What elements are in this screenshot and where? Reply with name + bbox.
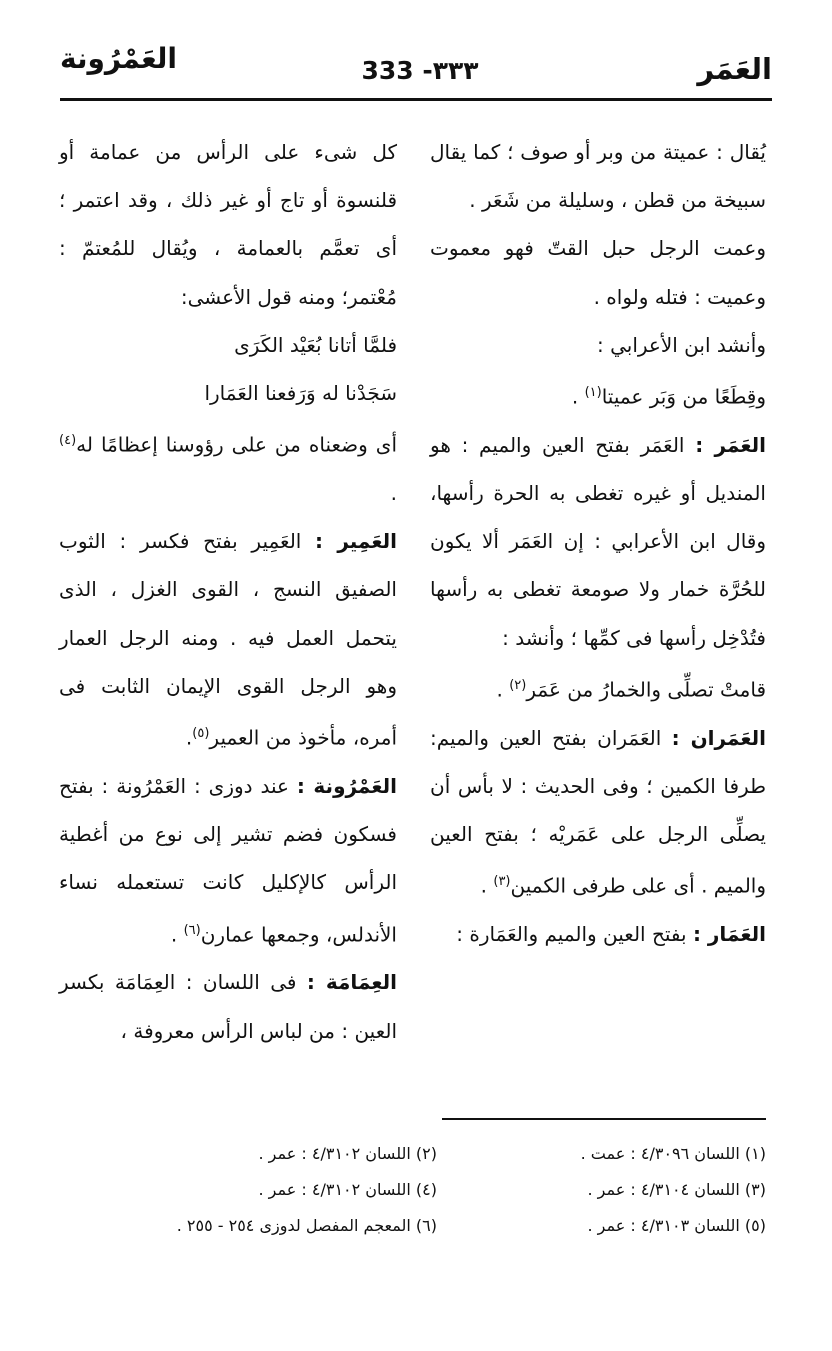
paragraph-text: سَجَدْنا له وَرَفعنا العَمَارا [204, 381, 397, 406]
header-rule [60, 98, 772, 101]
paragraph-text: العَمَر بفتح العين والميم : هو المنديل أو غيره تغطى به الحرة رأسها، وقال ابن الأعرابي : إن العَمَر ألا يكون للحُرَّة خمار ولا صومعة تغطى به رأسها فتُدْخِل رأسها فى كمِّها ؛ وأنشد : [430, 432, 766, 650]
punctuation: . [390, 481, 397, 506]
text-paragraph [430, 128, 766, 224]
verse-line [430, 369, 766, 421]
footnote: (٢) اللسان ٤/٣١٠٢ : عمر . [258, 1144, 437, 1163]
paragraph-text: عند دوزى : العَمْرُونة : بفتح فسكون فضم تشير إلى نوع من أغطية الرأس كالإكليل كانت تستعمله نساء الأندلس، وجمعها عمارن [59, 773, 397, 947]
entry-paragraph [59, 958, 397, 1054]
entry-paragraph [430, 421, 766, 662]
paragraph-text: وقِطَعًا من وَبَر عميتا [601, 384, 766, 409]
footnote: (٣) اللسان ٤/٣١٠٤ : عمر . [587, 1180, 766, 1199]
punctuation: . [170, 922, 184, 947]
paragraph-text: العَمِير بفتح فكسر : الثوب الصفيق النسج ، القوى الغزل ، الذى يتحمل العمل فيه . ومنه الرجل العمار وهو الرجل القوى الإيمان الثابت فى أمره، مأخوذ من العمير [59, 529, 397, 750]
running-head-right: العَمَر [697, 52, 772, 86]
paragraph-text: أى وضعناه من على رؤوسنا إعظامًا له [76, 432, 397, 457]
paragraph-text: وأنشد ابن الأعرابي : [596, 332, 766, 357]
footnote-ref: (٦) [183, 922, 201, 938]
headword: العَمَران : [671, 725, 767, 750]
footnotes-left [97, 1136, 437, 1244]
right-column [430, 128, 766, 958]
text-paragraph [59, 128, 397, 321]
footnote-ref: (٥) [192, 726, 210, 742]
entry-paragraph [59, 762, 397, 958]
punctuation: . [496, 677, 510, 702]
running-head-left: العَمْرُونة [60, 42, 178, 75]
headword: العَمَار : [692, 922, 766, 947]
paragraph-text: بفتح العين والميم والعَمَارة : [456, 922, 693, 947]
headword: العَمْرُونة : [296, 773, 397, 798]
footnote-ref: (٤) [59, 433, 77, 449]
footnote: (٥) اللسان ٤/٣١٠٣ : عمر . [587, 1216, 766, 1235]
text-paragraph [430, 224, 766, 320]
footnote: (١) اللسان ٤/٣٠٩٦ : عمت . [580, 1144, 766, 1163]
footnote-ref: (٢) [509, 677, 527, 693]
headword: العَمِير : [315, 529, 397, 554]
paragraph-text: وعمت الرجل حبل القتّ فهو معموت وعميت : فتله ولواه . [430, 236, 766, 309]
entry-paragraph [430, 910, 766, 958]
entry-paragraph [430, 714, 766, 910]
entry-paragraph [59, 517, 397, 762]
paragraph-text: كل شىء على الرأس من عمامة أو قلنسوة أو تاج أو غير ذلك ، وقد اعتمر ؛ أى تعمَّم بالعمامة ، ويُقال للمُعتمّ : مُعْتمر؛ ومنه قول الأعشى: [59, 140, 397, 309]
verse-line [59, 321, 397, 369]
punctuation: . [480, 874, 494, 899]
text-paragraph [430, 321, 766, 369]
footnote-rule [442, 1118, 766, 1120]
headword: العِمَامَة : [306, 970, 398, 995]
punctuation: . [185, 725, 193, 750]
text-paragraph [59, 417, 397, 517]
headword: العَمَر : [695, 432, 767, 457]
paragraph-text: العَمَران بفتح العين والميم: طرفا الكمين ؛ وفى الحديث : لا بأس أن يصلِّى الرجل على عَمَريْه ؛ بفتح العين والميم . أى على طرفى الكمين [430, 725, 766, 899]
verse-line [430, 662, 766, 714]
verse-line [59, 369, 397, 417]
footnote: (٤) اللسان ٤/٣١٠٢ : عمر . [258, 1180, 437, 1199]
paragraph-text: فى اللسان : العِمَامَة بكسر العين : من لباس الرأس معروفة ، [59, 970, 397, 1043]
footnote: (٦) المعجم المفصل لدوزى ٢٥٤ - ٢٥٥ . [176, 1216, 437, 1235]
footnotes-right [436, 1136, 766, 1244]
page-number: 333 -٣٣٣ [361, 56, 479, 85]
paragraph-text: يُقال : عميتة من وبر أو صوف ؛ كما يقال سبيخة من قطن ، وسليلة من شَعَر . [430, 140, 766, 213]
left-column [59, 128, 397, 1055]
paragraph-text: قامتْ تصلِّى والخمارُ من عَمَر [526, 677, 766, 702]
punctuation: . [571, 384, 585, 409]
footnote-ref: (١) [584, 385, 602, 401]
paragraph-text: فلمَّا أتانا بُعَيْد الكَرَى [234, 332, 397, 357]
footnote-ref: (٣) [493, 874, 511, 890]
